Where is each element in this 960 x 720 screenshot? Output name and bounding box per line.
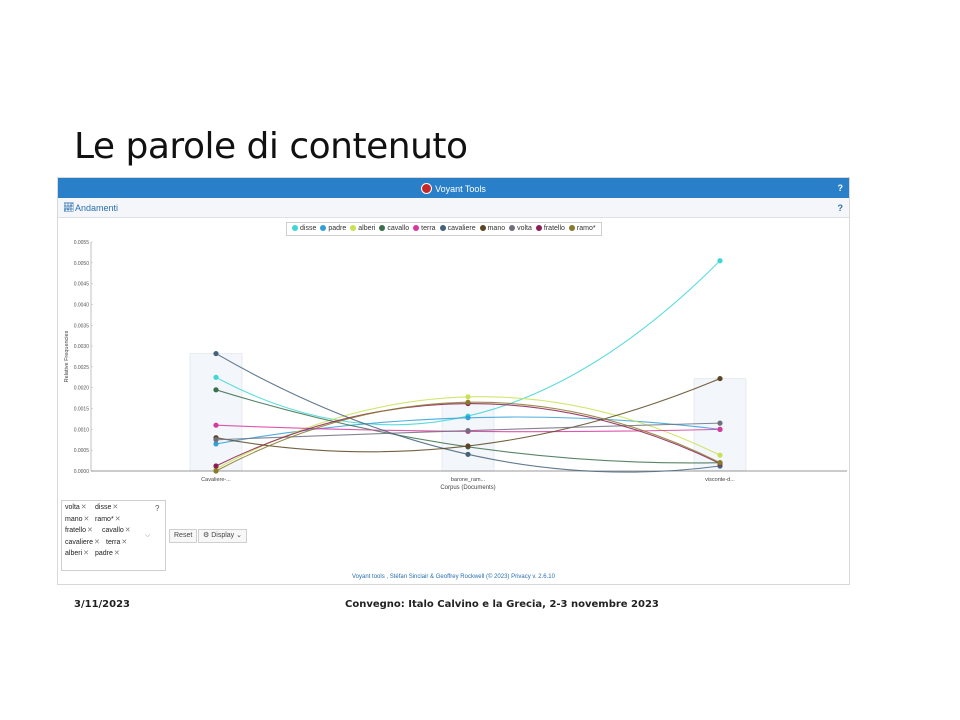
y-tick-label: 0.0025 — [73, 364, 89, 371]
legend-swatch — [480, 225, 486, 231]
legend-item-cavallo[interactable] — [379, 223, 409, 235]
point-terra-2 — [717, 427, 722, 432]
term-label: fratello — [65, 527, 87, 534]
app-brand — [58, 183, 849, 194]
term-label: padre — [95, 550, 113, 557]
point-disse-0 — [213, 375, 218, 380]
legend-label: cavaliere — [447, 225, 476, 232]
app-help-icon[interactable]: ? — [837, 183, 843, 193]
x-axis-label: Corpus (Documents) — [440, 485, 496, 491]
legend-swatch — [569, 225, 575, 231]
point-disse-2 — [717, 258, 722, 263]
y-axis-label: Relative Frequencies — [64, 330, 70, 383]
y-tick-label: 0.0020 — [73, 385, 89, 392]
legend-label: alberi — [358, 225, 376, 232]
legend-item-cavaliere[interactable] — [440, 223, 476, 235]
display-button[interactable] — [198, 529, 247, 543]
term-label: terra — [106, 538, 121, 546]
close-icon[interactable]: ✕ — [83, 550, 89, 557]
trends-chart — [58, 236, 851, 496]
app-name: Voyant Tools — [435, 184, 486, 194]
voyant-logo-icon — [421, 183, 432, 194]
close-icon[interactable]: ✕ — [87, 527, 93, 534]
legend-item-ramo*[interactable] — [569, 223, 596, 235]
legend-swatch — [413, 225, 419, 231]
panel-title: Andamenti — [75, 203, 119, 213]
legend-item-fratello[interactable] — [536, 223, 565, 235]
term-chip-volta[interactable] — [65, 503, 87, 511]
legend-label: terra — [421, 225, 436, 232]
point-cavallo-0 — [213, 387, 218, 392]
term-chip-cavallo[interactable] — [102, 526, 131, 534]
reset-button[interactable]: Reset — [169, 529, 197, 543]
term-chip-ramo*[interactable] — [95, 515, 121, 523]
term-chip-padre[interactable] — [95, 549, 120, 557]
point-volta-2 — [717, 421, 722, 426]
term-chip-cavaliere[interactable] — [65, 538, 100, 546]
legend-item-alberi[interactable] — [350, 223, 375, 235]
display-label: Display — [211, 532, 235, 539]
term-label: ramo* — [95, 515, 114, 523]
legend-label: ramo* — [576, 225, 596, 232]
term-label: volta — [65, 504, 80, 511]
legend-label: fratello — [543, 225, 565, 232]
legend-item-terra[interactable] — [413, 223, 435, 235]
term-label: alberi — [65, 550, 83, 557]
term-chip-disse[interactable] — [95, 503, 118, 511]
legend-swatch — [536, 225, 542, 231]
legend-swatch — [320, 225, 326, 231]
term-chip-terra[interactable] — [106, 538, 127, 546]
point-cavaliere-0 — [213, 351, 218, 356]
trends-panel-header — [58, 198, 849, 218]
y-tick-label: 0.0010 — [73, 427, 89, 434]
line-chart-icon: 📈︎ — [63, 202, 75, 212]
close-icon[interactable]: ✕ — [121, 538, 128, 546]
point-mano-1 — [465, 443, 470, 448]
legend-label: mano — [487, 225, 506, 232]
panel-help-icon[interactable]: ? — [837, 203, 843, 213]
legend-item-mano[interactable] — [480, 223, 506, 235]
x-tick-label: visconte-d... — [705, 477, 735, 483]
y-tick-label: 0.0045 — [73, 281, 89, 288]
app-title-bar — [58, 178, 849, 198]
point-cavaliere-1 — [465, 452, 470, 457]
point-ramo*-1 — [465, 400, 470, 405]
term-label: disse — [95, 504, 112, 511]
close-icon[interactable]: ✕ — [94, 538, 100, 546]
legend-item-disse[interactable] — [292, 223, 316, 235]
legend-label: cavallo — [387, 225, 410, 232]
y-tick-label: 0.0015 — [73, 406, 89, 413]
y-tick-label: 0.0035 — [73, 323, 89, 330]
chart-legend — [286, 222, 602, 236]
y-tick-label: 0.0055 — [73, 240, 89, 246]
legend-swatch — [379, 225, 385, 231]
y-tick-label: 0.0030 — [73, 344, 89, 351]
gear-icon: ⚙ — [203, 532, 210, 539]
terms-help-icon[interactable]: ? — [155, 504, 160, 513]
legend-label: padre — [328, 225, 347, 232]
legend-swatch — [350, 225, 356, 231]
point-volta-1 — [465, 428, 470, 433]
chevron-down-icon[interactable]: ⌵ — [145, 532, 151, 539]
close-icon[interactable]: ✕ — [114, 515, 121, 523]
bar-Cavaliere-... — [190, 354, 242, 471]
term-label: mano — [65, 515, 83, 523]
y-tick-label: 0.0050 — [73, 260, 89, 267]
point-padre-1 — [465, 415, 470, 420]
legend-item-volta[interactable] — [509, 223, 532, 235]
slide-footer-date: 3/11/2023 — [74, 599, 131, 610]
close-icon[interactable]: ✕ — [80, 504, 87, 511]
legend-swatch — [509, 225, 515, 231]
close-icon[interactable]: ✕ — [83, 515, 90, 523]
x-tick-label: barone_ram... — [450, 477, 486, 483]
term-label: cavaliere — [65, 538, 94, 546]
close-icon[interactable]: ✕ — [112, 504, 119, 511]
point-ramo*-2 — [717, 460, 722, 465]
point-ramo*-0 — [213, 468, 218, 473]
term-label: cavallo — [102, 527, 124, 534]
point-alberi-2 — [717, 453, 722, 458]
y-tick-label: 0.0005 — [73, 448, 89, 455]
legend-swatch — [440, 225, 446, 231]
point-mano-2 — [717, 376, 722, 381]
legend-label: volta — [517, 225, 532, 232]
slide-title: Le parole di contenuto — [74, 126, 468, 167]
legend-swatch — [292, 225, 298, 231]
term-chip-fratello[interactable] — [65, 526, 93, 534]
close-icon[interactable]: ✕ — [124, 527, 131, 534]
x-tick-label: Cavaliere-... — [201, 477, 231, 483]
voyant-app-window — [57, 177, 850, 585]
term-chip-alberi[interactable] — [65, 549, 89, 557]
y-tick-label: 0.0000 — [73, 469, 89, 475]
chevron-down-icon: ⌄ — [236, 532, 243, 539]
y-tick-label: 0.0040 — [73, 302, 89, 309]
point-fratello-0 — [213, 463, 218, 468]
voyant-credit[interactable]: Voyant tools , Stéfan Sinclair & Geoffrey Rockwell (© 2023) Privacy v. 2.6.10 — [352, 574, 555, 580]
close-icon[interactable]: ✕ — [113, 550, 120, 557]
term-chip-mano[interactable] — [65, 515, 89, 523]
legend-item-padre[interactable] — [320, 223, 346, 235]
point-terra-0 — [213, 423, 218, 428]
legend-label: disse — [300, 225, 317, 232]
slide-footer-event: Convegno: Italo Calvino e la Grecia, 2-3 novembre 2023 — [345, 599, 659, 610]
point-volta-0 — [213, 437, 218, 442]
point-alberi-1 — [465, 394, 470, 399]
